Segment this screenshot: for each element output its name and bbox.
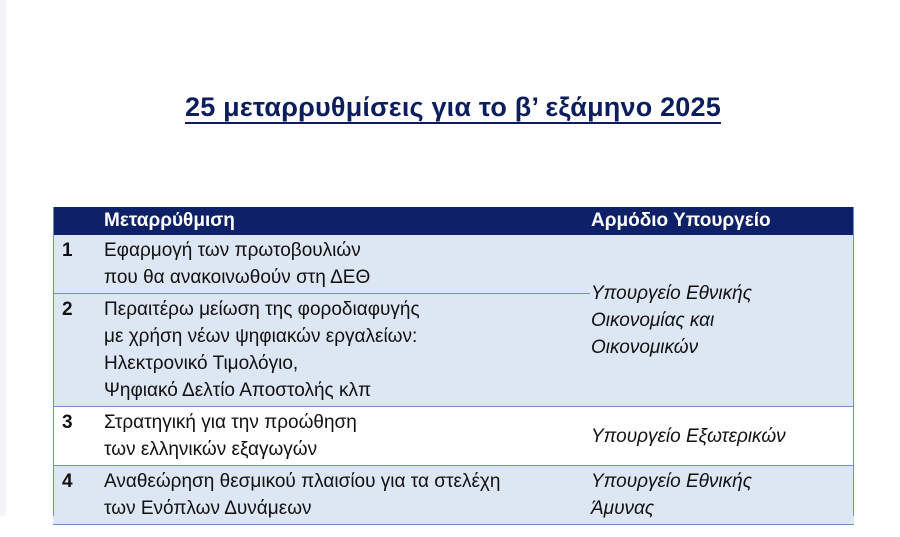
ministry-cell [590,407,854,466]
reform-line: των Ενόπλων Δυνάμεων [104,495,590,522]
row-number: 1 [53,235,103,294]
ministry-line: Υπουργείο Εξωτερικών [591,423,854,450]
header-ministry: Αρμόδιο Υπουργείο [590,207,854,235]
reform-line: Περαιτέρω μείωση της φοροδιαφυγής [104,296,590,323]
ministry-line: Άμυνας [591,495,854,522]
table-header-row [53,207,854,235]
left-edge-strip [0,0,6,516]
ministry-line: Οικονομικών [591,334,854,361]
ministry-line: Υπουργείο Εθνικής [591,468,854,495]
reform-line: Ψηφιακό Δελτίο Αποστολής κλπ [104,377,590,404]
row-number: 3 [53,407,103,466]
reform-line: με χρήση νέων ψηφιακών εργαλείων: [104,323,590,350]
ministry-cell [590,235,854,407]
page-title: 25 μεταρρυθμίσεις για το β’ εξάμηνο 2025 [0,92,900,123]
reform-cell [103,294,590,407]
reform-cell [103,235,590,294]
row-number: 2 [53,294,103,407]
table-row [53,407,854,466]
row-number: 4 [53,466,103,525]
table-row-partial [53,525,854,537]
reform-line: Ηλεκτρονικό Τιμολόγιο, [104,350,590,377]
header-number [53,207,103,235]
reform-line: των ελληνικών εξαγωγών [104,436,590,463]
reform-line: Αναθεώρηση θεσμικού πλαισίου για τα στελέχη [104,468,590,495]
table-row [53,235,854,294]
reform-cell [103,407,590,466]
reform-line: Στρατηγική για την προώθηση [104,409,590,436]
header-reform: Μεταρρύθμιση [103,207,590,235]
reform-line: που θα ανακοινωθούν στη ΔΕΘ [104,264,590,291]
ministry-line: Οικονομίας και [591,307,854,334]
reform-line: Εφαρμογή των πρωτοβουλιών [104,237,590,264]
ministry-line: Υπουργείο Εθνικής [591,280,854,307]
reforms-table [53,207,854,537]
